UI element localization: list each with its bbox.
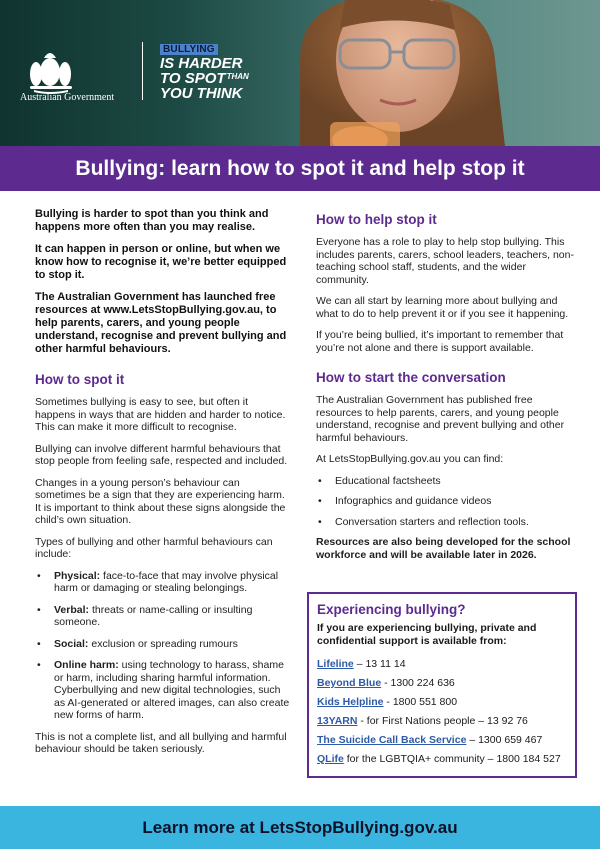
service-detail: for the LGBTQIA+ community – 1800 184 527 [343, 753, 561, 765]
campaign-line-1: IS HARDER [160, 55, 243, 72]
government-name: Australian Government [20, 92, 115, 103]
spot-paragraph: Types of bullying and other harmful behaviours can include: [35, 535, 273, 560]
intro [35, 208, 290, 356]
type-text: using technology to harass, shame or harm, including sharing harmful information. Cyberbullying and new digital technologies, such as AI-generated or altered images, can also create new forms of harm. [54, 659, 290, 721]
service-detail: - for First Nations people – 13 92 76 [357, 715, 528, 727]
campaign-line-3: YOU THINK [160, 85, 243, 102]
title-band [0, 146, 600, 191]
link-suicide-call-back-service[interactable]: The Suicide Call Back Service [317, 734, 467, 746]
type-term: Social: [54, 637, 89, 650]
intro-paragraph: Bullying is harder to spot than you think and happens more often than you may realise. [35, 208, 269, 233]
service-line [317, 677, 567, 690]
conversation-paragraph: At LetsStopBullying.gov.au you can find: [316, 453, 504, 465]
spot-paragraph: Changes in a young person’s behaviour can sometimes be a sign that they are experiencing harm. It is important to think about these signs alongside the child’s own situation. [35, 476, 286, 526]
service-detail: - 1800 551 800 [383, 696, 458, 708]
support-heading: Experiencing bullying? [317, 602, 466, 617]
page-title: Bullying: learn how to spot it and help stop it [75, 156, 525, 180]
list-item: • Conversation starters and reflection tools. [316, 516, 578, 529]
link-13yarn[interactable]: 13YARN [317, 715, 358, 727]
list-item [35, 570, 290, 595]
link-lifeline[interactable]: Lifeline [317, 658, 354, 670]
help-paragraph: We can all start by learning more about bullying and what to do to help prevent it or if you see it happening. [316, 295, 569, 320]
bullying-types-list [35, 570, 290, 722]
list-item [35, 604, 290, 629]
type-text: exclusion or spreading rumours [88, 637, 238, 650]
left-column [35, 208, 290, 765]
resources-note: Resources are also being developed for the school workforce and will be available later in 2026. [316, 536, 571, 561]
intro-paragraph: The Australian Government has launched free resources at www.LetsStopBullying.gov.au, to help parents, carers, and young people understand, recognise and prevent bullying and other harmful behaviours. [35, 291, 287, 355]
support-services [317, 658, 567, 766]
list-item: • Infographics and guidance videos [316, 495, 578, 508]
link-qlife[interactable]: QLife [317, 753, 344, 765]
type-term: Physical: [54, 569, 101, 582]
help-paragraph: If you’re being bullied, it’s important to remember that you’re not alone and there is support available. [316, 329, 564, 354]
help-paragraph: Everyone has a role to play to help stop bullying. This includes parents, carers, school leaders, teachers, non-teaching school staff, students, and the wider community. [316, 236, 574, 286]
service-line [317, 715, 567, 728]
resources-list [316, 475, 578, 529]
campaign-line-2 [160, 71, 249, 86]
heading-how-to-spot-it: How to spot it [35, 372, 125, 387]
campaign-logo [160, 44, 290, 102]
footer-banner [0, 806, 600, 849]
footer-cta[interactable]: Learn more at LetsStopBullying.gov.au [142, 817, 458, 837]
type-text: threats or name-calling or insulting someone. [54, 603, 253, 628]
link-beyond-blue[interactable]: Beyond Blue [317, 677, 382, 689]
spot-paragraph: Sometimes bullying is easy to see, but often it happens in ways that are hidden and harder to notice. This can make it more difficult to recognise. [35, 396, 286, 433]
intro-paragraph: It can happen in person or online, but when we know how to recognise it, we’re better equipped to stop it. [35, 243, 287, 281]
service-line [317, 734, 567, 747]
link-kids-helpline[interactable]: Kids Helpline [317, 696, 384, 708]
heading-start-the-conversation: How to start the conversation [316, 370, 506, 385]
service-detail: - 1300 224 636 [381, 677, 455, 689]
conversation-paragraph: The Australian Government has published free resources to help parents, carers, and young people understand, recognise and prevent bullying and other harmful behaviours. [316, 394, 565, 444]
list-item [35, 638, 290, 651]
service-detail: – 1300 659 467 [466, 734, 543, 746]
service-line [317, 753, 567, 766]
type-term: Verbal: [54, 603, 90, 616]
support-box [307, 592, 577, 778]
closing-paragraph: This is not a complete list, and all bullying and harmful behaviour should be taken seriously. [35, 730, 287, 755]
logo-divider [142, 42, 143, 100]
spot-paragraph: Bullying can involve different harmful behaviours that stop people from feeling safe, respected and included. [35, 442, 288, 467]
campaign-line-2-main: TO SPOT [160, 70, 226, 87]
service-line [317, 658, 567, 671]
list-item [35, 659, 290, 722]
campaign-line-2-small: THAN [226, 72, 249, 81]
type-term: Online harm: [54, 659, 119, 671]
service-detail: – 13 11 14 [353, 658, 406, 670]
list-item: • Educational factsheets [316, 475, 578, 488]
heading-how-to-help-stop-it: How to help stop it [316, 212, 437, 227]
campaign-tag: BULLYING [160, 44, 218, 55]
support-lead: If you are experiencing bullying, private and confidential support is available from: [317, 622, 537, 647]
type-text: face-to-face that may involve physical harm or damaging or stealing belongings. [54, 569, 279, 594]
service-line [317, 696, 567, 709]
hero-banner [0, 0, 600, 146]
right-column [316, 208, 578, 570]
